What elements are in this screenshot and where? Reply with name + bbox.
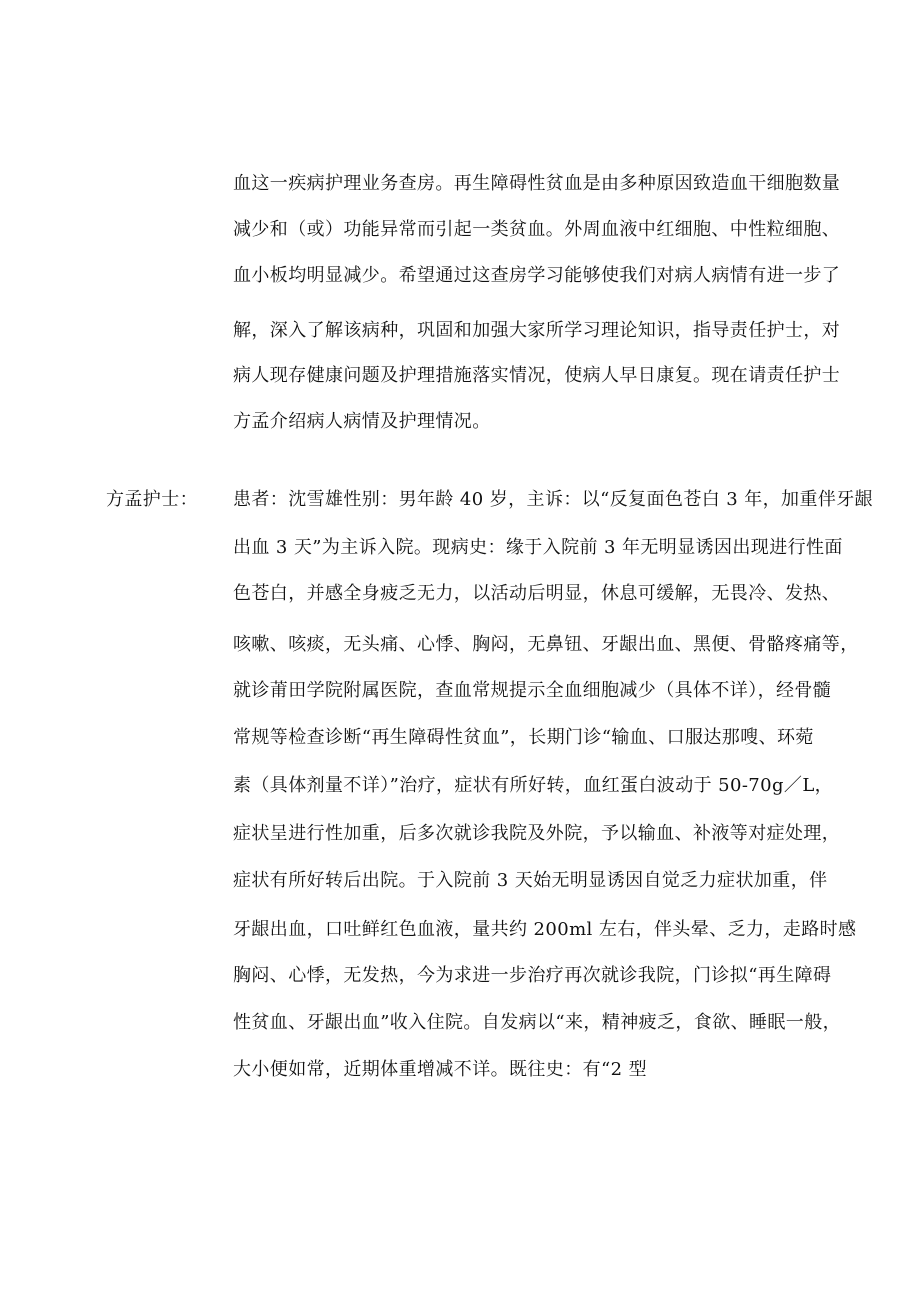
- intro-line: 血小板均明显减少。希望通过这查房学习能够使我们对病人病情有进一步了: [233, 265, 841, 286]
- case-line: 咳嗽、咳痰，无头痛、心悸、胸闷，无鼻钮、牙龈出血、黑便、骨骼疼痛等，: [233, 634, 859, 655]
- intro-line: 方孟介绍病人病情及护理情况。: [233, 411, 491, 432]
- case-line: 出血 3 天”为主诉入院。现病史：缘于入院前 3 年无明显诱因出现进行性面: [233, 537, 843, 558]
- case-line: 素（具体剂量不详）”治疗，症状有所好转，血红蛋白波动于 50-70g／L，: [233, 775, 834, 796]
- case-line: 就诊莆田学院附属医院，查血常规提示全血细胞减少（具体不详），经骨髓: [233, 680, 832, 701]
- intro-line: 病人现存健康问题及护理措施落实情况，使病人早日康复。现在请责任护士: [233, 365, 841, 386]
- intro-line: 减少和（或）功能异常而引起一类贫血。外周血液中红细胞、中性粒细胞、: [233, 219, 841, 240]
- case-line: 症状有所好转后出院。于入院前 3 天始无明显诱因自觉乏力症状加重，伴: [233, 870, 828, 891]
- case-line: 大小便如常，近期体重增减不详。既往史：有“2 型: [233, 1059, 647, 1080]
- case-line: 性贫血、牙龈出血”收入住院。自发病以“来，精神疲乏，食欲、睡眠一般，: [233, 1012, 842, 1033]
- case-line: 常规等检查诊断“再生障碍性贫血”，长期门诊“输血、口服达那嗖、环菀: [233, 727, 814, 748]
- case-line: 胸闷、心悸，无发热，今为求进一步治疗再次就诊我院，门诊拟“再生障碍: [233, 965, 832, 986]
- intro-line: 血这一疾病护理业务查房。再生障碍性贫血是由多种原因致造血干细胞数量: [233, 173, 841, 194]
- case-line: 患者：沈雪雄性别：男年龄 40 岁，主诉：以“反复面色苍白 3 年，加重伴牙龈: [233, 489, 874, 510]
- case-line: 牙龈出血，口吐鲜红色血液，量共约 200ml 左右，伴头晕、乏力，走路时感: [233, 919, 857, 940]
- intro-line: 解，深入了解该病种，巩固和加强大家所学习理论知识，指导责任护士，对: [233, 320, 841, 341]
- speaker-label: 方孟护士：: [106, 489, 198, 510]
- case-line: 色苍白，并感全身疲乏无力，以活动后明显，休息可缓解，无畏冷、发热、: [233, 583, 841, 604]
- case-line: 症状呈进行性加重，后多次就诊我院及外院，予以输血、补液等对症处理，: [233, 823, 841, 844]
